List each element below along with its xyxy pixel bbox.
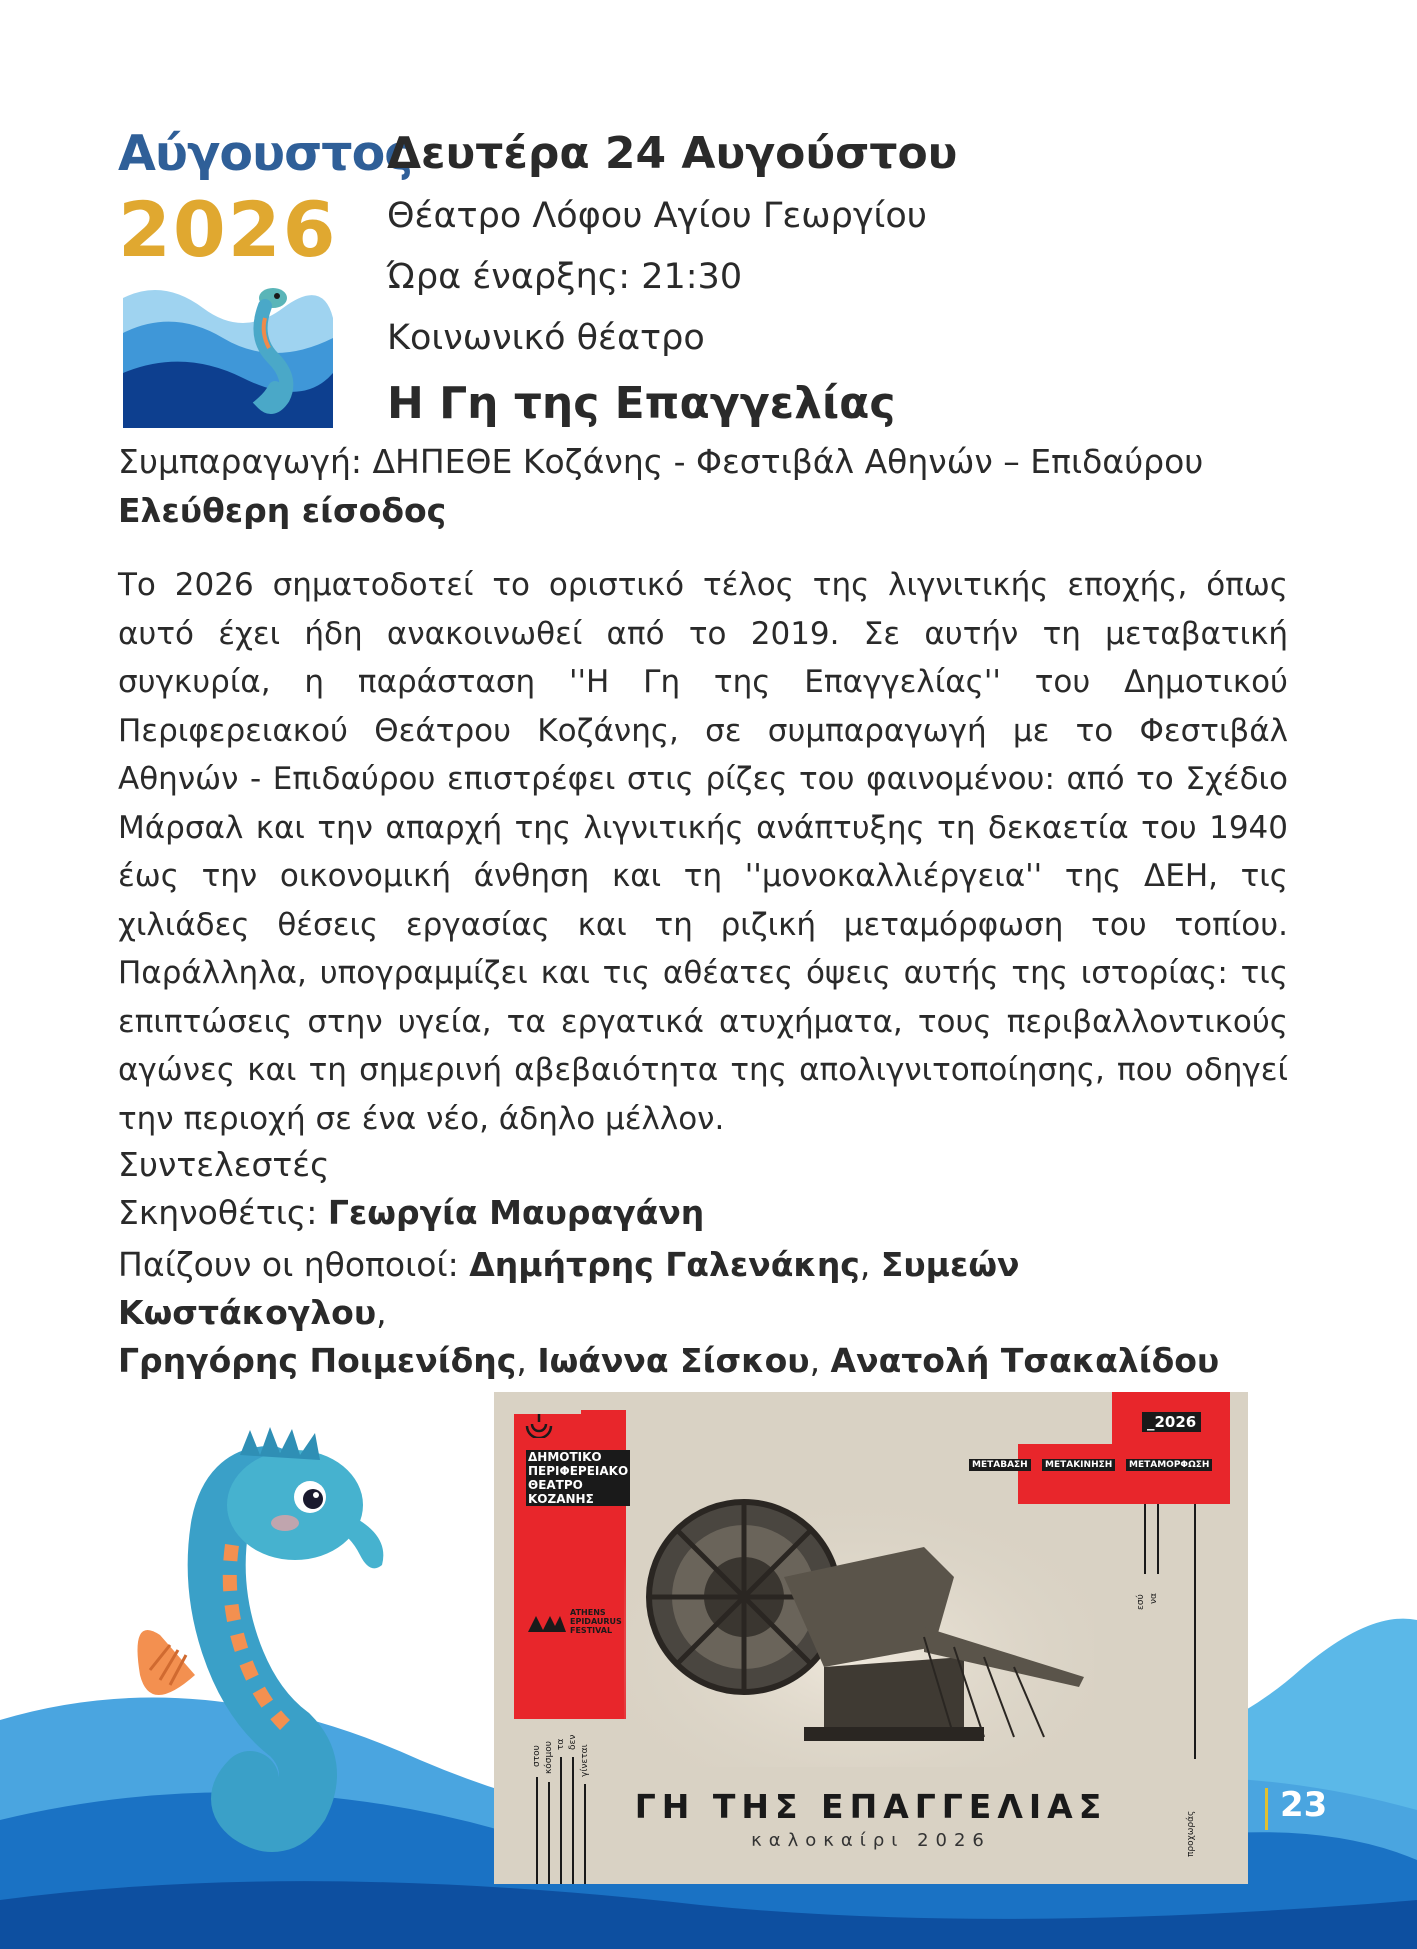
poster-tag: ΜΕΤΑΜΟΡΦΩΣΗ (1126, 1459, 1212, 1471)
bucket-wheel-excavator-image (624, 1487, 1094, 1767)
seahorse-illustration (120, 1415, 410, 1855)
event-date: Δευτέρα 24 Αυγούστου (387, 128, 958, 179)
poster-title: ΓΗ ΤΗΣ ΕΠΑΓΓΕΛΙΑΣ (634, 1787, 1108, 1826)
theatre-name-line: ΘΕΑΤΡΟ (528, 1478, 583, 1492)
event-description: Το 2026 σηματοδοτεί το οριστικό τέλος της λιγνιτικής εποχής, όπως αυτό έχει ήδη ανακοινωθεί από το 2019. Σε αυτήν τη μεταβατική συγκυρία, η παράσταση ''Η Γη της Επαγγελίας'' του Δημοτικού Περιφερειακού Θεάτρου Κοζάνης, σε συμπαραγωγή με το Φεστιβάλ Αθηνών - Επιδαύρου επιστρέφει στις ρίζες του φαινομένου: από το Σχέδιο Μάρσαλ και την απαρχή της λιγνιτικής ανάπτυξης τη δεκαετία του 1940 έως την οικονομική άνθηση και τη ''μονοκαλλιέργεια'' της ΔΕΗ, τις χιλιάδες θέσεις εργασίας και τη ριζική μεταμόρφωση του τοπίου. Παράλληλα, υπογραμμίζει και τις αθέατες όψεις αυτής της ιστορίας: τις επιπτώσεις στην υγεία, τα εργατικά ατυχήματα, τους περιβαλλοντικούς αγώνες και τη σημερινή αβεβαιότητα της απολιγνιτοποίησης, που οδηγεί την περιοχή σε ένα νέο, άδηλο μέλλον. (118, 567, 1288, 1137)
theatre-name-line: ΔΗΜΟΤΙΚΟ (528, 1450, 602, 1464)
actor-name: Γρηγόρης Ποιμενίδης (118, 1341, 517, 1380)
director-label: Σκηνοθέτις: (118, 1193, 328, 1232)
page-number: 23 (1280, 1785, 1328, 1825)
poster-vertical-word: στου (532, 1745, 542, 1767)
actor-separator: , (859, 1245, 881, 1284)
poster-vertical-word: κόσμου (544, 1741, 554, 1774)
poster-red-tab (581, 1410, 626, 1440)
festival-name-line: ATHENS (570, 1608, 606, 1617)
poster-year-tag: _2026 (1142, 1412, 1201, 1432)
event-start-time: Ώρα έναρξης: 21:30 (387, 257, 743, 297)
poster-theatre-name (526, 1450, 630, 1506)
event-title: Η Γη της Επαγγελίας (387, 378, 896, 429)
poster-rule (1144, 1504, 1146, 1574)
theatre-name-line: ΠΕΡΙΦΕΡΕΙΑΚΟ (528, 1464, 629, 1478)
festival-name-line: FESTIVAL (570, 1626, 613, 1635)
page-number-divider (1265, 1788, 1268, 1830)
poster-red-block-right (1112, 1392, 1230, 1504)
actor-name: Δημήτρης Γαλενάκης (469, 1245, 860, 1284)
actors-label: Παίζουν οι ηθοποιοί: (118, 1245, 470, 1284)
admission-line: Ελεύθερη είσοδος (118, 491, 447, 530)
actors-line (118, 1241, 1298, 1385)
actor-separator: , (516, 1341, 538, 1380)
festival-logo-icon (526, 1612, 566, 1634)
poster-vertical-word: να (1149, 1593, 1159, 1604)
director-line (118, 1193, 704, 1232)
poster-vertical-word: προχωράς (1186, 1810, 1196, 1857)
actor-name: Ανατολή Τσακαλίδου (830, 1341, 1220, 1380)
poster-vertical-word: τα (556, 1738, 566, 1750)
theatre-logo-icon (524, 1412, 554, 1438)
theatre-name-line: ΚΟΖΑΝΗΣ (528, 1492, 594, 1506)
poster-vertical-word: γίνεται (580, 1744, 590, 1777)
poster-tag: ΜΕΤΑΚΙΝΗΣΗ (1042, 1459, 1115, 1471)
poster-festival-name (570, 1608, 622, 1635)
actor-separator: , (376, 1293, 387, 1332)
show-poster (494, 1392, 1248, 1884)
month-label: Αύγουστος (118, 125, 413, 182)
credits-heading: Συντελεστές (118, 1145, 330, 1184)
poster-tag: ΜΕΤΑΒΑΣΗ (969, 1459, 1031, 1471)
director-name: Γεωργία Μαυραγάνη (327, 1193, 705, 1232)
poster-subtitle: καλοκαίρι 2026 (751, 1830, 991, 1851)
festival-name-line: EPIDAURUS (570, 1617, 622, 1626)
header-seahorse-illustration (123, 278, 333, 428)
year-label: 2026 (118, 185, 338, 274)
poster-vertical-word: εσύ (1136, 1594, 1146, 1610)
actor-name: Συμεών Κωστάκογλου (118, 1245, 1020, 1332)
event-genre: Κοινωνικό θέατρο (387, 318, 705, 358)
actor-name: Ιωάννα Σίσκου (537, 1341, 810, 1380)
poster-rule (1194, 1504, 1196, 1759)
poster-rule (1157, 1504, 1159, 1574)
event-venue: Θέατρο Λόφου Αγίου Γεωργίου (387, 196, 928, 236)
coproduction-line: Συμπαραγωγή: ΔΗΠΕΘΕ Κοζάνης - Φεστιβάλ Αθηνών – Επιδαύρου (118, 442, 1204, 481)
actor-separator: , (809, 1341, 831, 1380)
poster-vertical-word: δεν (568, 1734, 578, 1750)
